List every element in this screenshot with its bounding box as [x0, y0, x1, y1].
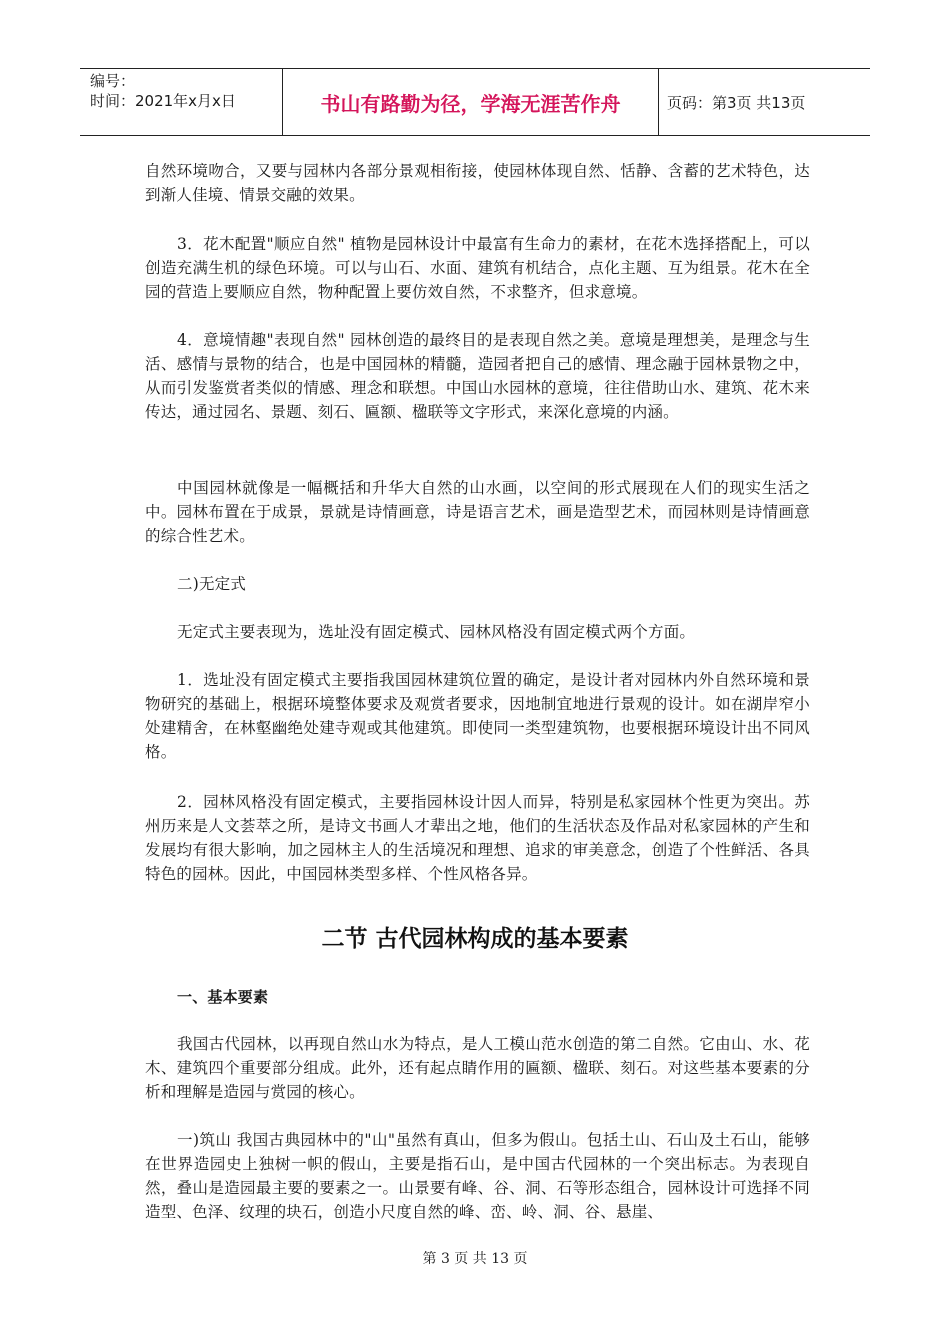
sub-heading-text: 一、基本要素 [177, 988, 269, 1006]
paragraph-10 [145, 1128, 810, 1224]
subsection-label [145, 572, 810, 596]
paragraph-6 [145, 620, 810, 644]
paragraph-text: 4．意境情趣"表现自然" 园林创造的最终目的是表现自然之美。意境是理想美，是理念与生活、感情与景物的结合，也是中国园林的精髓，造园者把自己的感情、理念融于园林景物之中，从而引发鉴赏者类似的情感、理念和联想。中国山水园林的意境，往往借助山水、建筑、花木来传达，通过园名、景题、刻石、匾额、楹联等文字形式，来深化意境的内涵。 [145, 331, 810, 421]
number-label: 编号： [90, 72, 136, 90]
paragraph-text: 中国园林就像是一幅概括和升华大自然的山水画，以空间的形式展现在人们的现实生活之中。园林布置在于成景，景就是诗情画意，诗是语言艺术，画是造型艺术，而园林则是诗情画意的综合性艺术。 [145, 479, 810, 545]
page-info-cell [659, 69, 870, 135]
date-label: 时间：2021年x月x日 [90, 92, 236, 110]
paragraph-text: 2．园林风格没有固定模式，主要指园林设计因人而异，特别是私家园林个性更为突出。苏州历来是人文荟萃之所，是诗文书画人才辈出之地，他们的生活状态及作品对私家园林的产生和发展均有很大影响，加之园林主人的生活境况和理想、追求的审美意念，创造了个性鲜活、各具特色的园林。因此，中国园林类型多样、个性风格各异。 [145, 793, 810, 883]
paragraph-8 [145, 790, 810, 886]
paragraph-3 [145, 328, 810, 424]
section-title: 二节 古代园林构成的基本要素 [321, 926, 629, 952]
header-meta-cell [80, 69, 283, 135]
paragraph-4 [145, 476, 810, 548]
paragraph-text: 我国古代园林，以再现自然山水为特点，是人工模山范水创造的第二自然。它由山、水、花木、建筑四个重要部分组成。此外，还有起点睛作用的匾额、楹联、刻石。对这些基本要素的分析和理解是造园与赏园的核心。 [145, 1035, 810, 1101]
paragraph-text: 无定式主要表现为，选址没有固定模式、园林风格没有固定模式两个方面。 [177, 623, 696, 641]
page-footer: 第 3 页 共 13 页 [422, 1251, 528, 1267]
paragraph-9 [145, 1032, 810, 1104]
paragraph-7 [145, 668, 810, 764]
paragraph-text: 3．花木配置"顺应自然" 植物是园林设计中最富有生命力的素材，在花木选择搭配上，可以创造充满生机的绿色环境。可以与山石、水面、建筑有机结合，点化主题、互为组景。花木在全园的营造上要顺应自然，物种配置上要仿效自然，不求整齐，但求意境。 [145, 235, 810, 301]
paragraph-text: 1．选址没有固定模式主要指我国园林建筑位置的确定，是设计者对园林内外自然环境和景物研究的基础上，根据环境整体要求及观赏者要求，因地制宜地进行景观的设计。如在湖岸窄小处建精舍，在林壑幽绝处建寺观或其他建筑。即使同一类型建筑物，也要根据环境设计出不同风格。 [145, 671, 810, 761]
paragraph-2 [145, 232, 810, 304]
motto-text: 书山有路勤为径，学海无涯苦作舟 [320, 91, 621, 116]
paragraph-text: 一)筑山 我国古典园林中的"山"虽然有真山，但多为假山。包括土山、石山及土石山，能够在世界造园史上独树一帜的假山，主要是指石山，是中国古代园林的一个突出标志。为表现自然，叠山是造园最主要的要素之一。山景要有峰、谷、洞、石等形态组合，园林设计可选择不同造型、色泽、纹理的块石，创造小尺度自然的峰、峦、岭、洞、谷、悬崖、 [145, 1131, 810, 1221]
paragraph-text: 二)无定式 [177, 575, 247, 593]
page-info-text: 页码：第3页 共13页 [667, 93, 806, 112]
document-header [80, 68, 870, 136]
motto-cell [283, 69, 659, 135]
paragraph-text: 自然环境吻合，又要与园林内各部分景观相衔接，使园林体现自然、恬静、含蓄的艺术特色，达到渐人佳境、情景交融的效果。 [145, 162, 810, 204]
sub-heading [145, 985, 810, 1009]
paragraph-1 [145, 159, 810, 207]
